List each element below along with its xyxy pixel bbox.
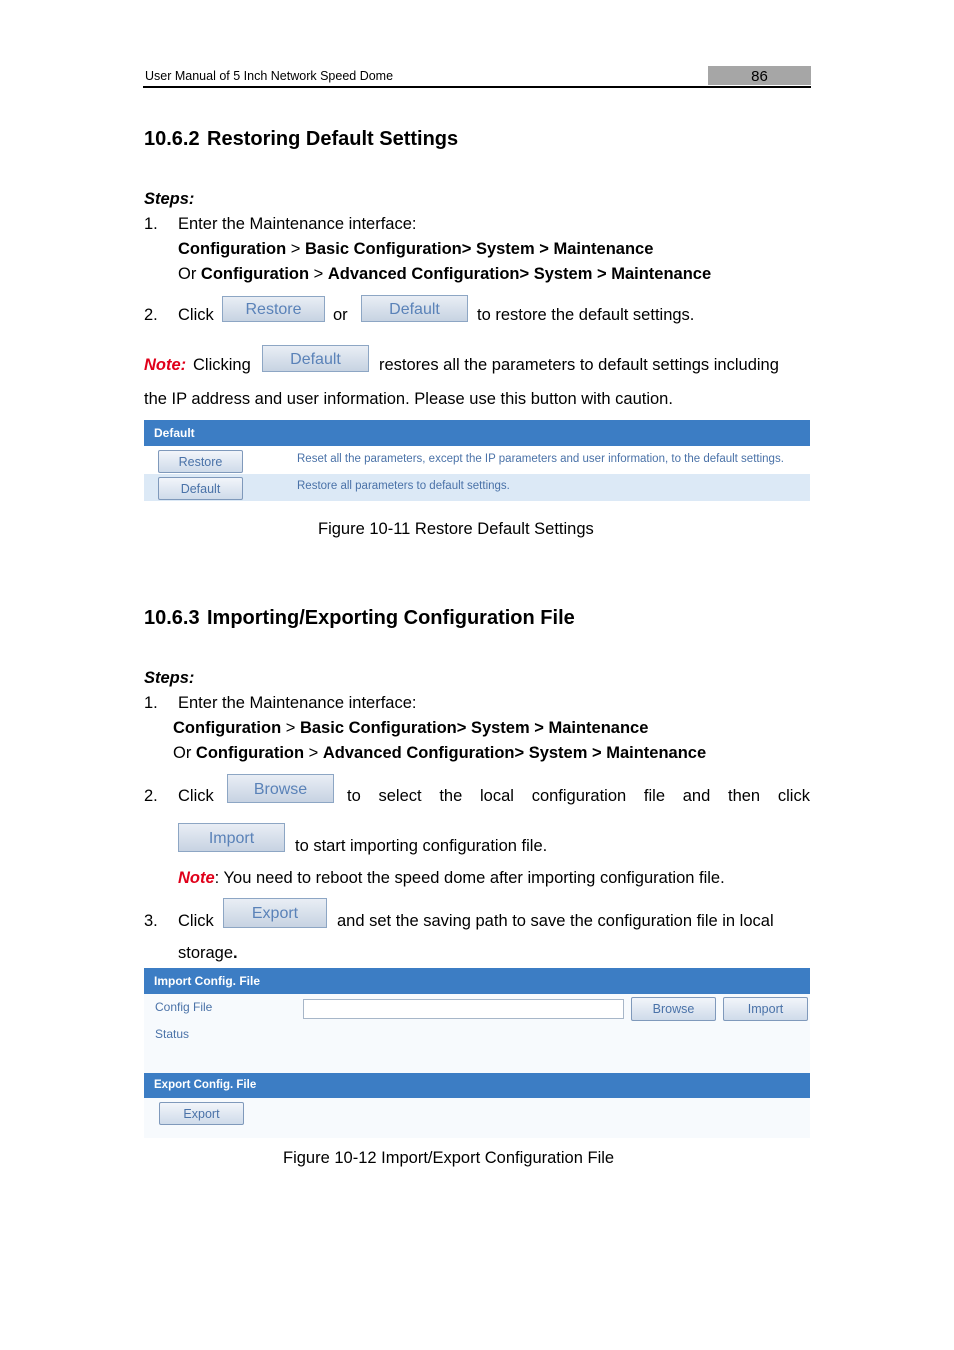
step-text [178, 943, 238, 963]
menu-path-advanced [173, 743, 706, 763]
header-divider [143, 86, 811, 88]
button-label: Default [290, 351, 341, 368]
path-part: Configuration [178, 240, 287, 258]
word: then [728, 787, 761, 805]
path-part: Basic Configuration> System > Maintenance [299, 719, 649, 737]
step-number: 1. [144, 215, 158, 233]
step-text: Click [178, 306, 214, 324]
word: to [347, 787, 361, 805]
button-label: Import [208, 830, 255, 847]
word: click [777, 787, 810, 805]
word: storage [178, 944, 234, 962]
section-number: 10.6.3 [144, 607, 200, 629]
step-text: Enter the Maintenance interface: [178, 215, 417, 233]
panel-header-default: Default [144, 420, 810, 446]
word: the [439, 787, 463, 805]
default-button-image [361, 295, 468, 322]
default-button[interactable]: Default [158, 477, 243, 500]
section-heading-config [144, 607, 575, 630]
path-separator: > [304, 744, 323, 762]
step-text: to restore the default settings. [477, 306, 695, 324]
restore-button-image [222, 296, 325, 322]
note-label: Note [178, 869, 215, 887]
step-text: Click [178, 912, 214, 930]
section-heading-restore [144, 128, 458, 151]
menu-path-basic [178, 239, 653, 259]
note-label: Note: [144, 356, 187, 374]
step-text: to start importing configuration file. [295, 837, 548, 855]
step-text: and set the saving path to save the configuration file in local [337, 912, 774, 930]
justified-step-text [347, 786, 810, 806]
note-line [178, 868, 725, 888]
path-part: Advanced Configuration> System > Maintenance [322, 744, 707, 762]
path-separator: > [286, 240, 305, 258]
menu-path-advanced [178, 264, 711, 284]
step-number: 1. [144, 694, 158, 712]
step-text: Enter the Maintenance interface: [178, 694, 417, 712]
figure-caption: Figure 10-12 Import/Export Configuration File [283, 1149, 615, 1167]
path-or: Or [178, 265, 201, 283]
panel-header-import: Import Config. File [144, 968, 810, 994]
path-part: Advanced Configuration> System > Maintenance [327, 265, 712, 283]
word: select [378, 787, 422, 805]
path-part: Configuration [173, 719, 282, 737]
section-title: Importing/Exporting Configuration File [207, 607, 575, 629]
default-button-image [262, 345, 369, 372]
button-label: Export [251, 905, 299, 922]
path-separator: > [309, 265, 328, 283]
word: configuration [531, 787, 627, 805]
button-label: Browse [253, 781, 308, 798]
path-part: Basic Configuration> System > Maintenance [304, 240, 654, 258]
path-or: Or [173, 744, 196, 762]
steps-label: Steps: [144, 669, 195, 687]
section-number: 10.6.2 [144, 128, 200, 150]
menu-path-basic [173, 718, 648, 738]
button-label: Default [389, 301, 440, 318]
export-button-image [223, 898, 327, 928]
step-text: Click [178, 787, 214, 805]
restore-description: Reset all the parameters, except the IP parameters and user information, to the default settings. [297, 453, 784, 465]
step-number: 3. [144, 912, 158, 930]
word: and [682, 787, 711, 805]
note-text: the IP address and user information. Please use this button with caution. [144, 390, 673, 408]
step-number: 2. [144, 787, 158, 805]
period: . [233, 944, 238, 962]
note-text: : You need to reboot the speed dome after importing configuration file. [214, 869, 725, 887]
page-number: 86 [708, 66, 811, 85]
restore-button[interactable]: Restore [158, 450, 243, 473]
import-button[interactable]: Import [723, 997, 808, 1021]
step-number: 2. [144, 306, 158, 324]
word: local [480, 787, 514, 805]
step-text: or [333, 306, 348, 324]
document-header-title: User Manual of 5 Inch Network Speed Dome [145, 69, 394, 83]
figure-caption: Figure 10-11 Restore Default Settings [318, 520, 594, 538]
word: file [643, 787, 665, 805]
path-separator: > [281, 719, 300, 737]
note-text: restores all the parameters to default settings including [379, 356, 779, 374]
default-description: Restore all parameters to default settings. [297, 480, 510, 492]
button-label: Restore [245, 301, 302, 318]
config-file-input[interactable] [303, 999, 624, 1019]
note-text: Clicking [193, 356, 251, 374]
path-part: Configuration [195, 744, 305, 762]
steps-label: Steps: [144, 190, 195, 208]
path-part: Configuration [200, 265, 310, 283]
import-button-image [178, 823, 285, 852]
status-label: Status [155, 1027, 190, 1041]
section-title: Restoring Default Settings [207, 128, 459, 150]
config-file-label: Config File [155, 1000, 213, 1014]
browse-button[interactable]: Browse [631, 997, 716, 1021]
browse-button-image [227, 774, 334, 803]
export-button[interactable]: Export [159, 1102, 244, 1125]
panel-header-export: Export Config. File [144, 1073, 810, 1098]
